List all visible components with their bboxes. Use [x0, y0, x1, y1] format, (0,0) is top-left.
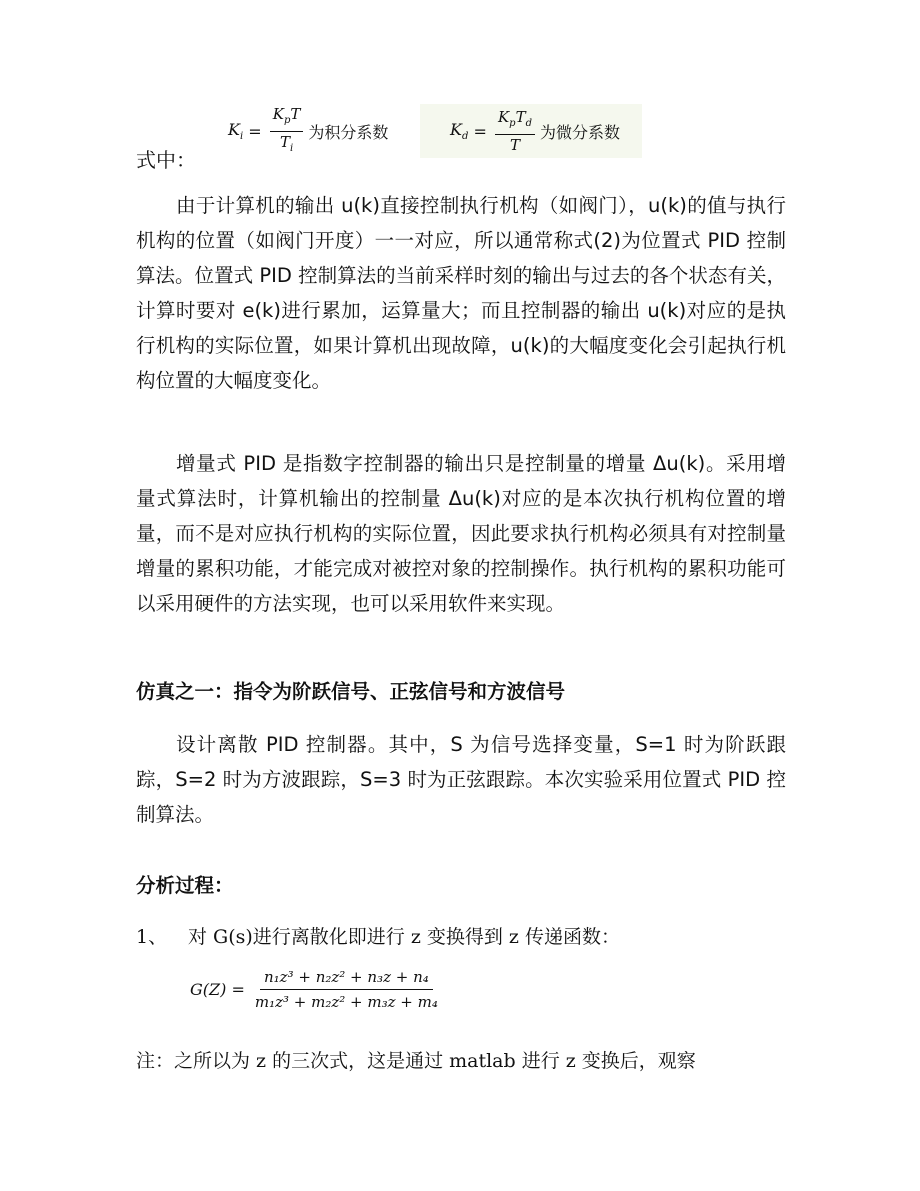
note-text: 注：之所以为 z 的三次式，这是通过 matlab 进行 z 变换后，观察 [136, 1050, 696, 1072]
list-item [136, 922, 620, 949]
equals-sign: = [243, 121, 267, 141]
gz-numerator: n₁z³ + n₂z² + n₃z + n₄ [260, 967, 433, 990]
kd-lhs: $K_d$ [450, 119, 469, 143]
kd-fraction: $\frac{K_pT_d}{T}$ [495, 108, 535, 154]
paragraph-design: 设计离散 PID 控制器。其中，S 为信号选择变量，S=1 时为阶跃跟踪，S=2 时为方波跟踪，S=3 时为正弦跟踪。本次实验采用位置式 PID 控制算法。 [136, 733, 786, 826]
gz-fraction [251, 967, 442, 1012]
list-number: 1、 [136, 926, 168, 948]
kd-label: 为微分系数 [539, 122, 620, 142]
kd-formula [420, 104, 642, 158]
ki-formula [228, 104, 400, 158]
ki-lhs: $K_i$ [228, 119, 244, 143]
ki-fraction: $\frac{K_pT}{T_i}$ [270, 105, 304, 158]
paragraph-position-pid: 由于计算机的输出 u(k)直接控制执行机构（如阀门），u(k)的值与执行机构的位置（如阀门开度）一一对应，所以通常称式(2)为位置式 PID 控制算法。位置式 PID 控制算法的当前采样时刻的输出与过去的各个状态有关，计算时要对 e(k)进行累加，运算量大；而且控制器的输出 u(k)对应的是执行机构的实际位置，如果计算机出现故障，u(k)的大幅度变化会引起执行机构位置的大幅度变化。 [136, 194, 786, 392]
gz-lhs: G(Z) = [190, 980, 245, 999]
formula-row [136, 104, 696, 172]
gz-formula [190, 967, 442, 1012]
ki-label: 为积分系数 [308, 122, 389, 142]
formula-prefix: 式中： [136, 148, 196, 172]
paragraph-incremental-pid: 增量式 PID 是指数字控制器的输出只是控制量的增量 Δu(k)。采用增量式算法时，计算机输出的控制量 Δu(k)对应的是本次执行机构位置的增量，而不是对应执行机构的实际位置，因此要求执行机构必须具有对控制量增量的累积功能，才能完成对被控对象的控制操作。执行机构的累积功能可以采用硬件的方法实现，也可以采用软件来实现。 [136, 452, 786, 615]
equals-sign: = [468, 121, 492, 141]
section-heading-analysis: 分析过程： [136, 874, 234, 897]
section-heading-simulation: 仿真之一：指令为阶跃信号、正弦信号和方波信号 [136, 680, 566, 703]
list-text: 对 G(s)进行离散化即进行 z 变换得到 z 传递函数： [188, 926, 620, 948]
gz-denominator: m₁z³ + m₂z² + m₃z + m₄ [254, 993, 438, 1011]
